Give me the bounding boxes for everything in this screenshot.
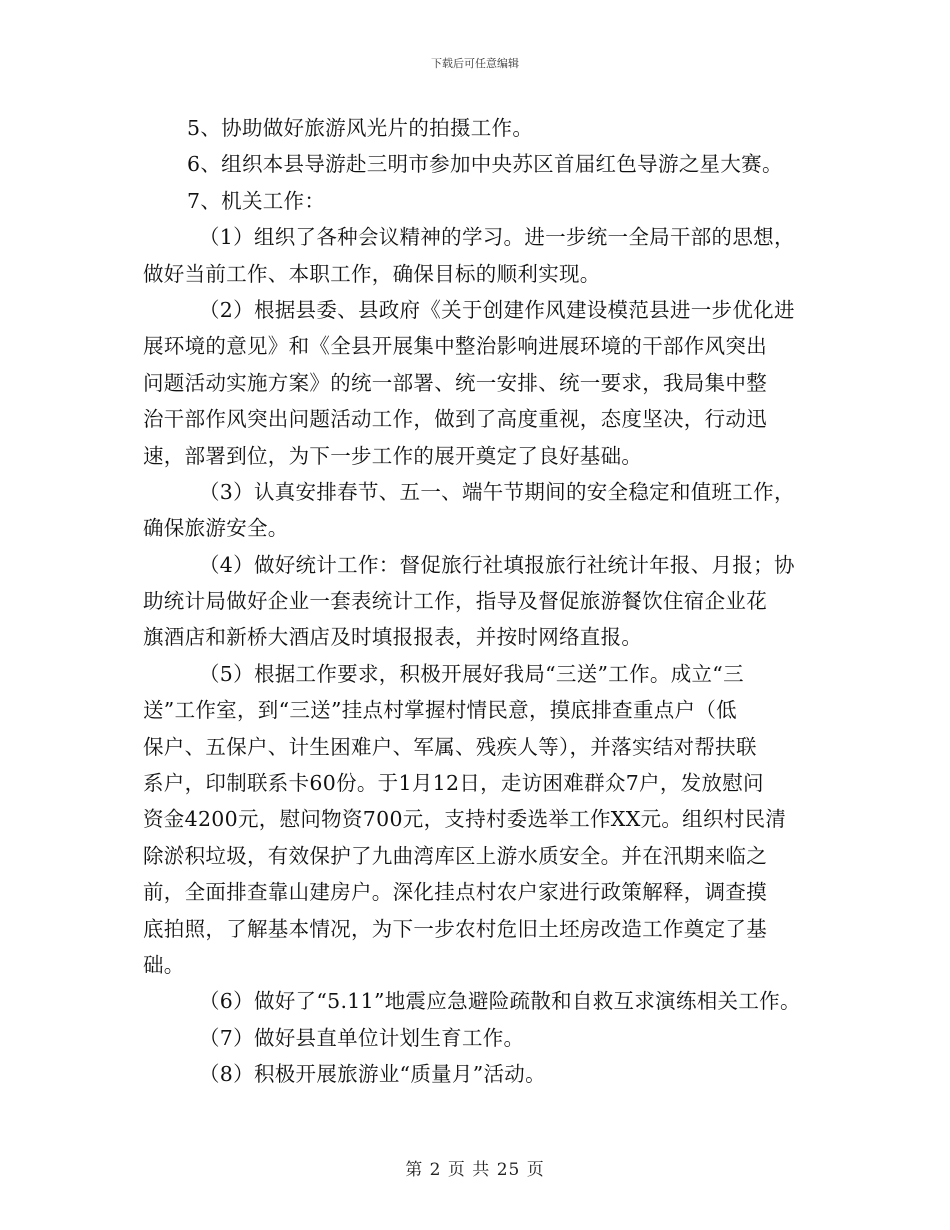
paragraph-line: 7、机关工作： (187, 188, 326, 213)
paragraph-line: （7）做好县直单位计划生育工作。 (199, 1025, 525, 1050)
paragraph-line: 助统计局做好企业一套表统计工作，指导及督促旅游餐饮住宿企业花 (143, 589, 767, 614)
paragraph-line: 速，部署到位，为下一步工作的展开奠定了良好基础。 (143, 443, 643, 468)
paragraph-line: 展环境的意见》和《全县开展集中整治影响进展环境的干部作风突出 (143, 334, 767, 359)
paragraph-line: （1）组织了各种会议精神的学习。进一步统一全局干部的思想， (199, 225, 795, 250)
paragraph-line: （3）认真安排春节、五一、端午节期间的安全稳定和值班工作， (199, 479, 795, 504)
paragraph-line: 资金4200元，慰问物资700元，支持村委选举工作XX元。组织村民清 (143, 807, 787, 832)
paragraph-line: 底拍照，了解基本情况，为下一步农村危旧土坯房改造工作奠定了基 (143, 916, 767, 941)
paragraph-line: （5）根据工作要求，积极开展好我局“三送”工作。成立“三 (199, 661, 744, 686)
paragraph-line: 旗酒店和新桥大酒店及时填报报表，并按时网络直报。 (143, 625, 643, 650)
document-body (143, 110, 833, 1093)
paragraph-line: 送”工作室，到“三送”挂点村掌握村情民意，摸底排查重点户（低 (143, 698, 737, 723)
paragraph-line: 系户，印制联系卡60份。于1月12日，走访困难群众7户，发放慰问 (143, 771, 764, 796)
paragraph-line: （8）积极开展旅游业“质量月”活动。 (199, 1062, 546, 1087)
paragraph-line: 做好当前工作、本职工作，确保目标的顺利实现。 (143, 261, 601, 286)
paragraph-line: 治干部作风突出问题活动工作，做到了高度重视，态度坚决，行动迅 (143, 407, 767, 432)
paragraph-line: 确保旅游安全。 (143, 516, 289, 541)
paragraph-line: 问题活动实施方案》的统一部署、统一安排、统一要求，我局集中整 (143, 370, 767, 395)
paragraph-line: 保户、五保户、计生困难户、军属、残疾人等），并落实结对帮扶联 (143, 734, 757, 759)
page-number: 第 2 页 共 25 页 (405, 1160, 545, 1180)
paragraph-line: 前，全面排查靠山建房户。深化挂点村农户家进行政策解释，调查摸 (143, 880, 767, 905)
paragraph-line: （4）做好统计工作：督促旅行社填报旅行社统计年报、月报；协 (199, 552, 795, 577)
paragraph-line: 5、协助做好旅游风光片的拍摄工作。 (187, 116, 534, 140)
paragraph-line: 础。 (143, 952, 185, 977)
paragraph-line: （2）根据县委、县政府《关于创建作风建设模范县进一步优化进 (199, 297, 795, 322)
paragraph-line: 除淤积垃圾，有效保护了九曲湾库区上游水质安全。并在汛期来临之 (143, 843, 767, 868)
paragraph-line: 6、组织本县导游赴三明市参加中央苏区首届红色导游之星大赛。 (187, 152, 783, 177)
header-note: 下载后可任意编辑 (431, 57, 519, 70)
paragraph-line: （6）做好了“5.11”地震应急避险疏散和自救互求演练相关工作。 (199, 989, 801, 1014)
